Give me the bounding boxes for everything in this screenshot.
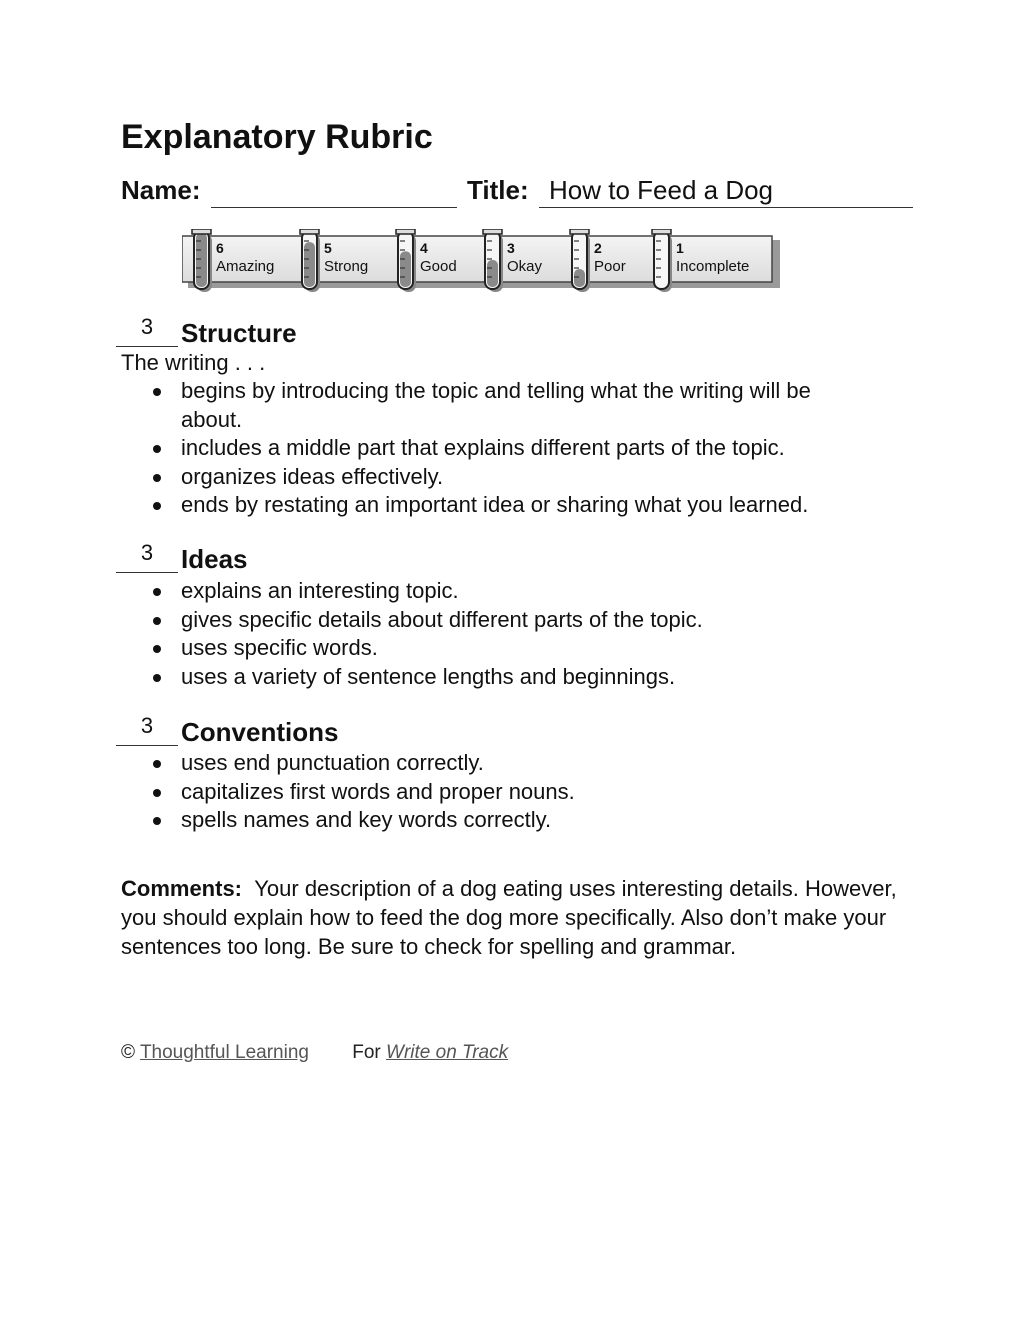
ideas-heading	[116, 540, 816, 580]
list-item: ends by restating an important idea or sharing what you learned.	[148, 491, 868, 520]
scale-label: Poor	[594, 258, 626, 275]
comments-label: Comments:	[121, 876, 243, 901]
structure-score-line	[116, 346, 178, 347]
structure-list	[148, 377, 868, 520]
copyright-symbol: ©	[121, 1042, 135, 1063]
for-label: For	[352, 1042, 381, 1063]
ideas-score-line	[116, 572, 178, 573]
ideas-score[interactable]: 3	[140, 540, 154, 565]
comments-block	[121, 874, 901, 961]
ideas-title: Ideas	[181, 544, 248, 574]
scale-number: 5	[324, 240, 332, 256]
rating-scale	[182, 229, 780, 293]
scale-label: Incomplete	[676, 258, 750, 275]
footer	[121, 1042, 508, 1064]
scale-number: 3	[507, 240, 515, 256]
list-item: uses specific words.	[148, 634, 868, 663]
scale-number: 2	[594, 240, 602, 256]
conventions-score-line	[116, 745, 178, 746]
list-item: uses end punctuation correctly.	[148, 749, 868, 778]
list-item: organizes ideas effectively.	[148, 463, 868, 492]
list-item: spells names and key words correctly.	[148, 806, 868, 835]
tube-fill	[304, 242, 315, 287]
name-title-line	[121, 175, 921, 215]
title-value: How to Feed a Dog	[549, 175, 774, 205]
structure-score[interactable]: 3	[140, 314, 154, 339]
scale-label: Amazing	[216, 258, 275, 275]
list-item: includes a middle part that explains different parts of the topic.	[148, 434, 868, 463]
name-field[interactable]	[211, 207, 457, 208]
scale-number: 4	[420, 240, 428, 256]
name-label: Name:	[121, 175, 201, 205]
conventions-title: Conventions	[181, 717, 339, 747]
list-item: gives specific details about different parts of the topic.	[148, 606, 868, 635]
list-item: explains an interesting topic.	[148, 577, 868, 606]
tube-fill	[574, 269, 585, 287]
scale-label: Strong	[324, 258, 369, 275]
thoughtful-learning-link[interactable]: Thoughtful Learning	[139, 1042, 309, 1063]
title-label: Title:	[467, 175, 529, 205]
scale-number: 6	[216, 240, 224, 256]
list-item: capitalizes first words and proper nouns.	[148, 778, 868, 807]
list-item: uses a variety of sentence lengths and beginnings.	[148, 663, 868, 692]
page-title: Explanatory Rubric	[121, 118, 433, 156]
scale-label: Good	[420, 258, 457, 275]
tube-fill	[400, 251, 411, 287]
conventions-score[interactable]: 3	[140, 713, 154, 738]
scale-number: 1	[676, 240, 684, 256]
write-on-track-link[interactable]: Write on Track	[386, 1042, 509, 1063]
structure-title: Structure	[181, 318, 297, 348]
test-tube-icon	[654, 231, 669, 289]
scale-label: Okay	[507, 258, 543, 275]
conventions-list	[148, 749, 868, 835]
structure-intro: The writing . . .	[121, 350, 266, 375]
structure-heading	[116, 314, 816, 354]
tube-fill	[487, 260, 498, 287]
list-item: begins by introducing the topic and telling what the writing will be about.	[148, 377, 868, 434]
title-field[interactable]	[539, 207, 913, 208]
conventions-heading	[116, 713, 816, 753]
ideas-list	[148, 577, 868, 691]
comments-text: Your description of a dog eating uses interesting details. However, you should explain how to feed the dog more specifically. Also don’t make your sentences too long. Be sure to check for spelling and grammar.	[121, 876, 897, 959]
